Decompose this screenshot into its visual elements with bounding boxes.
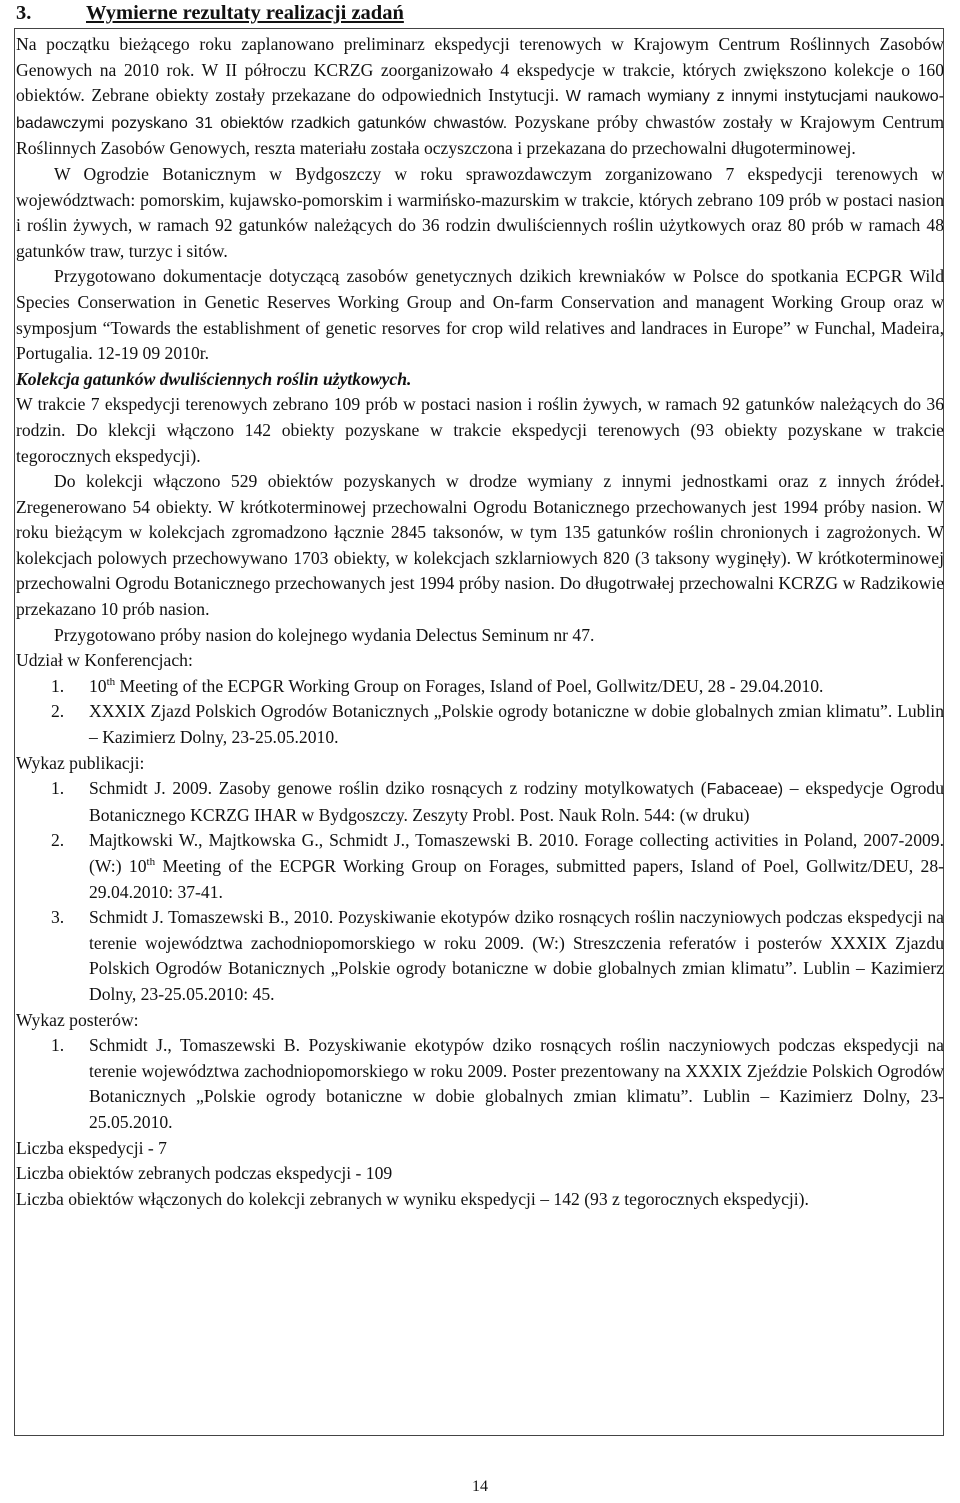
summary-expeditions-count: Liczba ekspedycji - 7	[16, 1137, 167, 1158]
conference-text: Meeting of the ECPGR Working Group on Forages, Island of Poel, Gollwitz/DEU, 28 - 29.04.2010.	[115, 675, 824, 696]
list-number: 3.	[51, 907, 65, 928]
section-title: Wymierne rezultaty realizacji zadań	[86, 2, 404, 24]
posters-label: Wykaz posterów:	[16, 1009, 139, 1030]
summary-included-count: Liczba obiektów włączonych do kolekcji zebranych w wyniku ekspedycji – 142 (93 z tegorocznych ekspedycji).	[16, 1188, 809, 1209]
section-number: 3.	[16, 2, 32, 24]
paragraph-intro-c: Pozyskane próby chwastów zostały w Krajowym Centrum Roślinnych Zasobów Genowych, reszta materiału została oczyszczona i przekazana do przechowalni długoterminowej.	[16, 111, 944, 159]
paragraph-garden-expeditions: W Ogrodzie Botanicznym w Bydgoszczy w roku sprawozdawczym zorganizowano 7 ekspedycji terenowych w województwach: pomorskim, kujawsko-pomorskim i warmińsko-mazurskim w trakcie, których zebrano 109 prób w postaci nasion i roślin żywych, w ramach 92 gatunków należących do 36 rodzin dwuliściennych roślin użytkowych oraz 80 prób w ramach 48 gatunków traw, turzyc i sitów.	[16, 163, 944, 261]
paragraph-collection-stats: Do kolekcji włączono 529 obiektów pozyskanych w drodze wymiany z innymi jednostkami oraz z innych źródeł. Zregenerowano 54 obiekty. W krótkoterminowej przechowalni Ogrodu Botanicznego przechowanych jest 1994 próby nasion. W roku bieżącym w kolekcjach zgromadzono łącznie 2845 taksonów, w tym 135 gatunków roślin chronionych i zagrożonych. W kolekcjach polowych przechowywano 1703 obiekty, w kolekcjach szklarniowych 820 (3 taksony wyginęły). W krótkoterminowej przechowalni Ogrodu Botanicznego przechowanych jest 1994 próby nasion. Do długotrwałej przechowalni KCRZG w Radzikowie przekazano 10 prób nasion.	[16, 471, 944, 620]
conference-item	[16, 674, 944, 700]
poster-item	[16, 1033, 944, 1135]
list-number: 2.	[51, 701, 65, 722]
publication-text: – ekspedycje Ogrodu Botanicznego KCRZG IHAR w Bydgoszczy. Zeszyty Probl. Post. Nauk Roln. 544: (w druku)	[89, 778, 945, 825]
poster-text: Schmidt J., Tomaszewski B. Pozyskiwanie ekotypów dziko rosnących roślin naczyniowych podczas ekspedycji na terenie województwa zachodniopomorskiego w roku 2009. Poster prezentowany na XXXIX Zjeździe Polskich Ogrodów Botanicznych „Polskie ogrody botaniczne w dobie globalnych zmian klimatu”. Lublin – Kazimierz Dolny, 23-25.05.2010.	[89, 1035, 944, 1132]
publication-latin-name: Fabaceae)	[706, 781, 784, 799]
publication-text: Schmidt J. 2009. Zasoby genowe roślin dziko rosnących z rodziny motylkowatych (	[89, 778, 707, 799]
publication-item	[16, 828, 944, 905]
list-number: 1.	[51, 675, 65, 696]
paragraph-delectus: Przygotowano próby nasion do kolejnego wydania Delectus Seminum nr 47.	[54, 624, 595, 645]
page-number: 14	[472, 1478, 488, 1495]
list-number: 2.	[51, 830, 65, 851]
content-body	[16, 32, 944, 1212]
publication-text: Meeting of the ECPGR Working Group on Forages, submitted papers, Island of Poel, Gollwitz/DEU, 28-29.04.2010: 37-41.	[89, 856, 944, 902]
conferences-label: Udział w Konferencjach:	[16, 650, 193, 671]
publication-text: Majtkowski W., Majtkowska G., Schmidt J., Tomaszewski B. 2010. Forage collecting activities in Poland, 2007-2009. (W:) 10	[89, 830, 944, 876]
section-heading	[16, 1, 404, 25]
collection-heading: Kolekcja gatunków dwuliściennych roślin użytkowych.	[16, 368, 412, 389]
paragraph-documentation: Przygotowano dokumentacje dotyczącą zasobów genetycznych dzikich krewniaków w Polsce do spotkania ECPGR Wild Species Conserwation in Genetic Reserves Working Group and On-farm Conservation and managent Working Group oraz w symposjum “Towards the establishment of genetic resorves for crop wild relatives and landraces in Europe” w Funchal, Madeira, Portugalia. 12-19 09 2010r.	[16, 266, 944, 364]
paragraph-collection-expeditions: W trakcie 7 ekspedycji terenowych zebrano 109 prób w postaci nasion i roślin żywych, w ramach 92 gatunków należących do 36 rodzin. Do klekcji włączono 142 obiekty pozyskane w trakcie ekspedycji terenowych (93 obiekty pozyskane w trakcie tegorocznych ekspedycji).	[16, 394, 944, 466]
superscript: th	[106, 675, 116, 688]
paragraph-intro	[16, 32, 944, 162]
superscript: th	[146, 856, 156, 869]
paragraph-intro-b: W ramach wymiany z innymi instytucjami naukowo-badawczymi pozyskano 31 obiektów rzadkich gatunków chwastów.	[16, 88, 945, 132]
list-number: 1.	[51, 778, 65, 799]
list-number: 1.	[51, 1035, 65, 1056]
conference-text: XXXIX Zjazd Polskich Ogrodów Botanicznych „Polskie ogrody botaniczne w dobie globalnych zmian klimatu”. Lublin – Kazimierz Dolny, 23-25.05.2010.	[89, 701, 944, 748]
publication-item	[16, 905, 944, 1007]
conference-text: 10	[89, 675, 107, 696]
publication-item	[16, 776, 944, 828]
paragraph-intro-a: Na początku bieżącego roku zaplanowano preliminarz ekspedycji terenowych w Krajowym Centrum Roślinnych Zasobów Genowych na 2010 rok. W II półroczu KCRZG zoorganizowało 4 ekspedycje w trakcie, których zwiększono kolekcje o 160 obiektów. Zebrane obiekty zostały przekazane do odpowiednich Instytucji.	[16, 34, 944, 106]
publications-label: Wykaz publikacji:	[16, 752, 145, 773]
conference-item	[16, 699, 944, 750]
summary-collected-count: Liczba obiektów zebranych podczas ekspedycji - 109	[16, 1163, 393, 1184]
publication-text: Schmidt J. Tomaszewski B., 2010. Pozyskiwanie ekotypów dziko rosnących roślin naczyniowych podczas ekspedycji na terenie województwa zachodniopomorskiego w roku 2009. (W:) Streszczenia referatów i posterów XXXIX Zjazdu Polskich Ogrodów Botanicznych „Polskie ogrody botaniczne w dobie globalnych zmian klimatu”. Lublin – Kazimierz Dolny, 23-25.05.2010: 45.	[89, 907, 944, 1004]
